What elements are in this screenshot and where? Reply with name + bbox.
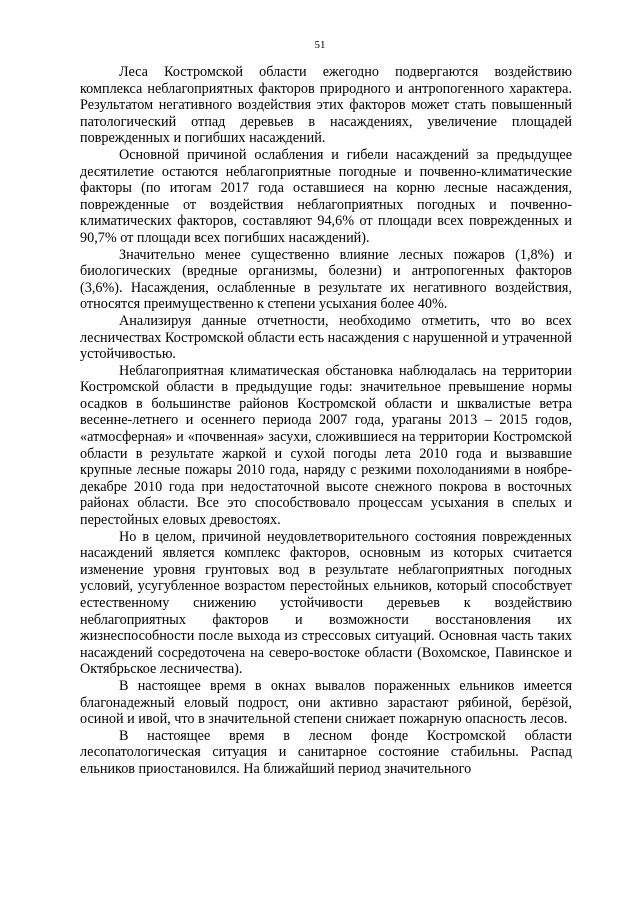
paragraph-8: В настоящее время в лесном фонде Костромской области лесопатологическая ситуация и санитарное состояние стабильны. Распад ельников приостановился. На ближайший период значительного (80, 727, 572, 777)
paragraph-1: Леса Костромской области ежегодно подвергаются воздействию комплекса неблагоприятных факторов природного и антропогенного характера. Результатом негативного воздействия этих факторов может стать повышенный патологический отпад деревьев в насаждениях, увеличение площадей поврежденных и погибших насаждений. (80, 64, 572, 147)
paragraph-3: Значительно менее существенно влияние лесных пожаров (1,8%) и биологических (вредные организмы, болезни) и антропогенных факторов (3,6%). Насаждения, ослабленные в результате их негативного воздействия, относятся преимущественно к степени усыхания более 40%. (80, 246, 572, 313)
document-body (80, 64, 572, 778)
page-number: 51 (314, 39, 326, 51)
paragraph-2: Основной причиной ослабления и гибели насаждений за предыдущее десятилетие остаются неблагоприятные погодные и почвенно-климатические факторы (по итогам 2017 года оставшиеся на корню лесные насаждения, поврежденные от воздействия неблагоприятных погодных и почвенно-климатических факторов, составляют 94,6% от площади всех поврежденных и 90,7% от площади всех погибших насаждений). (80, 146, 572, 246)
paragraph-4: Анализируя данные отчетности, необходимо отметить, что во всех лесничествах Костромской области есть насаждения с нарушенной и утраченной устойчивостью. (80, 312, 572, 363)
paragraph-7: В настоящее время в окнах вывалов пораженных ельников имеется благонадежный еловый подрост, они активно зарастают рябиной, берёзой, осиной и ивой, что в значительной степени снижает пожарную опасность лесов. (80, 677, 572, 728)
paragraph-6: Но в целом, причиной неудовлетворительного состояния поврежденных насаждений является комплекс факторов, основным из которых считается изменение уровня грунтовых вод в результате неблагоприятных погодных условий, усугубленное возрастом перестойных ельников, который способствует естественному снижению устойчивости деревьев к воздействию неблагоприятных факторов и возможности восстановления их жизнеспособности после выхода из стрессовых ситуаций. Основная часть таких насаждений сосредоточена на северо-востоке области (Вохомское, Павинское и Октябрьское лесничества). (80, 528, 572, 678)
paragraph-5: Неблагоприятная климатическая обстановка наблюдалась на территории Костромской области в предыдущие годы: значительное превышение нормы осадков в большинстве районов Костромской области и шквалистые ветра весенне-летнего и осеннего периода 2007 года, ураганы 2013 – 2015 годов, «атмосферная» и «почвенная» засухи, сложившиеся на территории Костромской области в результате жаркой и сухой погоды лета 2010 года и вызвавшие крупные лесные пожары 2010 года, наряду с резкими похолоданиями в ноябре-декабре 2010 года при недостаточной высоте снежного покрова в восточных районах области. Все это способствовало процессам усыхания в спелых и перестойных еловых древостоях. (80, 362, 572, 529)
